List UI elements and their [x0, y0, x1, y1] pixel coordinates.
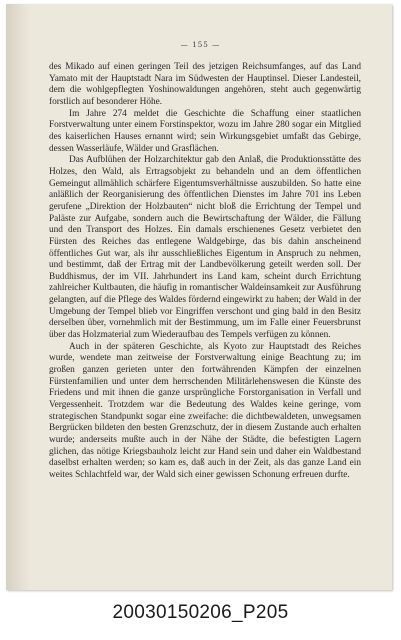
- page-number: — 155 —: [180, 40, 221, 49]
- archive-id-caption: 20030150206_P205: [112, 602, 289, 623]
- paragraph: Das Aufblühen der Holzarchitektur gab den Anlaß, die Produktionsstätte des Holzes, den Wald, als Ertragsobjekt zu behandeln und an dem öffentlichen Gemeingut allmählich schärfere Eigentumsverhältnisse auszubilden. So hatte eine anläßlich der Reorganisierung des öffentlichen Dienstes im Jahre 701 ins Leben gerufene „Direktion der Holzbauten“ nicht bloß die Errichtung der Tempel und Paläste zur Aufgabe, sondern auch die Bewirtschaftung der Wälder, die Fällung und den Transport des Holzes. Ein damals erschienenes Gesetz verbietet den Fürsten des Reiches das entlegene Waldgebirge, das bis dahin anscheinend öffentliches Gut war, als ihr ausschließliches Eigentum in Anspruch zu nehmen, und bestimmt, daß der Ertrag mit der Landbevölkerung geteilt werden soll. Der Buddhismus, der im VII. Jahrhundert ins Land kam, scheint durch Errichtung zahlreicher Kultbauten, die häufig in romantischer Waldeinsamkeit zur Ausführung gelangten, auf die Pflege des Waldes fördernd eingewirkt zu haben; der Wald in der Umgebung der Tempel blieb vor Eingriffen verschont und ging bald in den Besitz derselben über, vornehmlich mit der Bestimmung, um im Falle einer Feuersbrunst über das Holzmaterial zum Wiederaufbau des Tempels verfügen zu können.: [49, 155, 361, 341]
- body-text: [49, 62, 361, 482]
- page-binding-shadow: [6, 4, 30, 590]
- paragraph: des Mikado auf einen geringen Teil des jetzigen Reichsumfanges, auf das Land Yamato mit der Hauptstadt Nara im Südwesten der Hauptinsel. Dieser Landesteil, dem die wohlgepflegten Yoshinowaldungen angehören, steht auch gegenwärtig forstlich auf besonderer Höhe.: [49, 62, 361, 107]
- paragraph: Auch in der späteren Geschichte, als Kyoto zur Hauptstadt des Reiches wurde, wendete man zeitweise der Forstverwaltung einige Beachtung zu; im großen ganzen gerieten unter den fortwährenden Kämpfen der einzelnen Fürstenfamilien und unter dem herrschenden Militärlehenswesen die Künste des Friedens und mit ihnen die ganze ursprüngliche Forstorganisation in Verfall und Vergessenheit. Trotzdem war die Bedeutung des Waldes keine geringe, vom strategischen Standpunkt sogar eine zweifache: die dichtbewaldeten, unwegsamen Bergrücken bildeten den besten Grenzschutz, der in diesem Zustande auch erhalten wurde; anderseits mußte auch in der Nähe der Städte, die befestigten Lagern glichen, das nötige Kriegsbauholz leicht zur Hand sein und daher ein Waldbestand daselbst erhalten werden; so kam es, daß auch in der Zeit, als das ganze Land ein weites Schlachtfeld war, der Wald sich einer gewissen Schonung erfreuen durfte.: [49, 341, 361, 480]
- paragraph: Im Jahre 274 meldet die Geschichte die Schaffung einer staatlichen Forstverwaltung unter einem Forstinspektor, wozu im Jahre 280 sogar ein Mitglied des kaiserlichen Hauses ernannt wird; sein Wirkungsgebiet umfaßt das Gebirge, dessen Wasserläufe, Wälder und Grasflächen.: [49, 108, 361, 154]
